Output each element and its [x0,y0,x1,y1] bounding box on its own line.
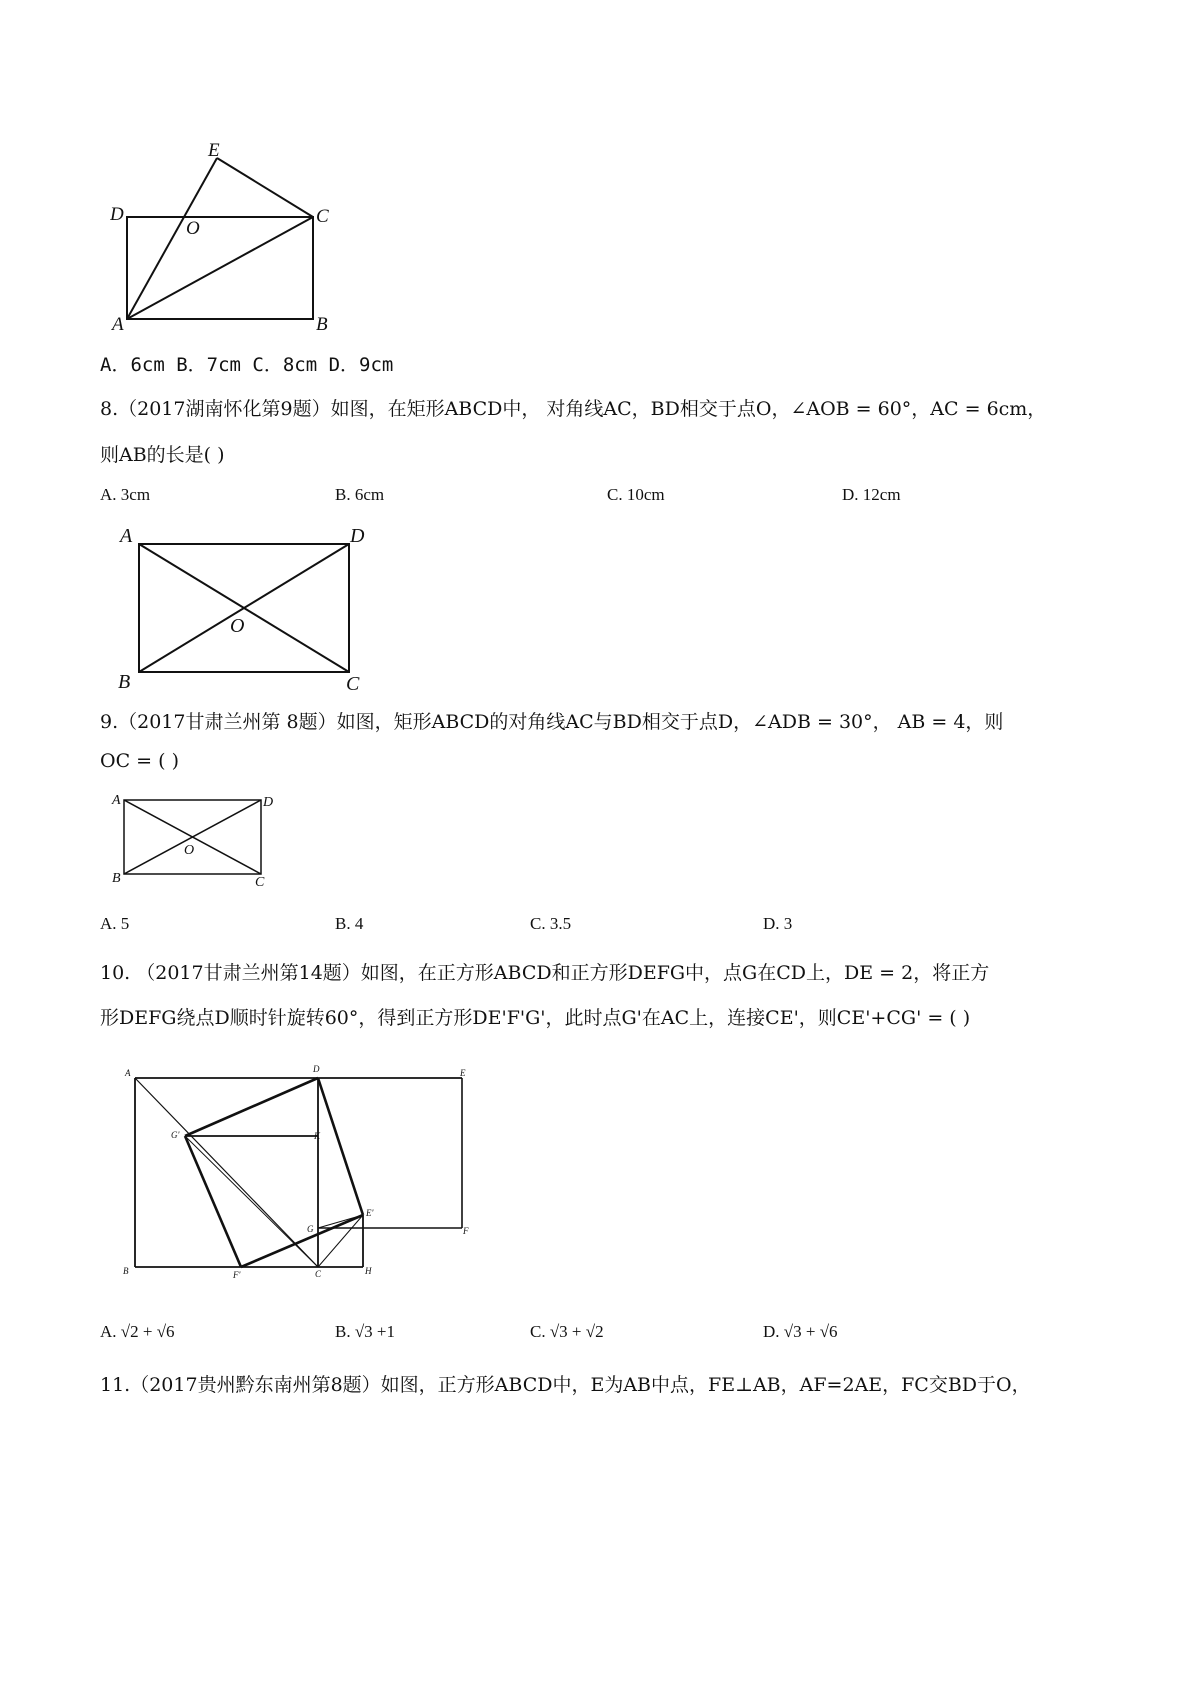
fig10-label-h: H [365,1266,372,1276]
fig9-label-o: O [184,843,195,858]
fig7-label-d: D [110,204,124,225]
q9-text-line2: OC = ( ) [100,750,179,772]
fig10-label-k: K [314,1131,321,1141]
fig10-label-f-prime: F' [233,1270,241,1280]
q9-option-c: C. 3.5 [530,914,572,933]
q10-option-a: A. √2 + √6 [100,1322,175,1341]
fig9-label-c: C [255,875,265,890]
fig10-label-e-prime: E' [366,1208,374,1218]
q9-text-line1: 9.（2017甘肃兰州第 8题）如图，矩形ABCD的对角线AC与BD相交于点D，∠ADB = 30°， AB = 4，则 [100,711,1004,733]
fig9-label-d: D [263,795,274,810]
q8-option-b: B. 6cm [335,485,385,504]
q8-text-line2: 则AB的长是( ) [100,444,225,466]
fig8-label-o: O [230,615,245,637]
q11-text-line1: 11.（2017贵州黔东南州第8题）如图，正方形ABCD中，E为AB中点，FE⊥AB，AF=2AE，FC交BD于O， [100,1374,1031,1396]
fig10-label-b: B [123,1266,129,1276]
fig7-label-e: E [208,140,220,161]
fig8-label-c: C [346,673,360,695]
q9-option-b: B. 4 [335,914,364,933]
figure-q9 [110,790,280,895]
fig10-label-g-prime: G' [171,1130,180,1140]
fig9-label-b: B [112,871,121,886]
fig8-label-a: A [120,525,133,547]
figure-q8 [112,520,372,700]
fig10-label-c: C [315,1269,322,1279]
fig8-label-d: D [350,525,365,547]
figure-q10 [115,1060,485,1290]
fig7-label-b: B [316,314,328,335]
fig7-label-a: A [112,314,124,335]
q10-option-d: D. √3 + √6 [763,1322,838,1341]
fig10-label-f: F [463,1226,469,1236]
fig7-label-c: C [316,206,329,227]
figure-q7 [110,140,350,340]
fig10-label-a: A [125,1068,131,1078]
q10-option-b: B. √3 +1 [335,1322,396,1341]
fig8-label-b: B [118,671,131,693]
q8-option-d: D. 12cm [842,485,901,504]
q7-options: A．6cm B．7cm C．8cm D．9cm [100,354,394,376]
q8-text-line1: 8.（2017湖南怀化第9题）如图，在矩形ABCD中， 对角线AC，BD相交于点O，∠AOB = 60°，AC = 6cm， [100,398,1047,420]
fig9-label-a: A [112,793,121,808]
q9-option-d: D. 3 [763,914,793,933]
fig10-label-g: G [307,1224,314,1234]
q10-text-line2: 形DEFG绕点D顺时针旋转60°，得到正方形DE'F'G'，此时点G'在AC上，连接CE'，则CE'+CG' = ( ) [100,1007,971,1029]
q10-text-line1: 10. （2017甘肃兰州第14题）如图，在正方形ABCD和正方形DEFG中，点G在CD上，DE = 2，将正方 [100,962,990,984]
fig10-label-e: E [460,1068,466,1078]
q8-option-a: A. 3cm [100,485,151,504]
q9-option-a: A. 5 [100,914,130,933]
fig10-label-d: D [313,1064,320,1074]
q8-option-c: C. 10cm [607,485,665,504]
q10-option-c: C. √3 + √2 [530,1322,604,1341]
fig7-label-o: O [186,218,200,239]
